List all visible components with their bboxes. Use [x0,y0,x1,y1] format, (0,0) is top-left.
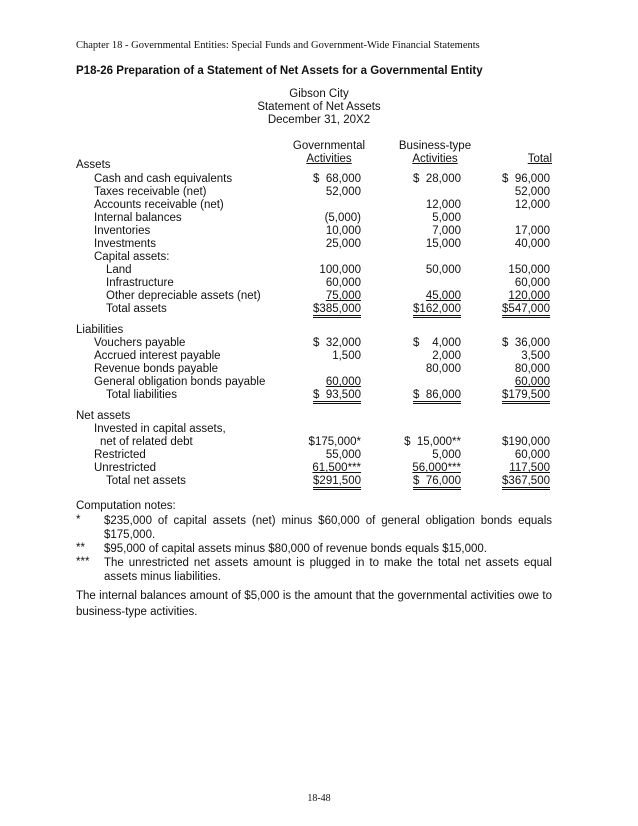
closing-paragraph: The internal balances amount of $5,000 is the amount that the governmental activities owe to business-type activities. [76,590,552,618]
row-total-value [460,475,550,488]
row-total-value [460,337,550,350]
row-total-value-text: 117,500 [509,462,550,474]
row-bus-value [371,212,461,225]
row-total-value-text: $190,000 [502,436,550,448]
row-label: Land [106,264,132,276]
note-mark-1: * [76,514,81,526]
row-label: Revenue bonds payable [94,363,219,375]
row-total-value [460,173,550,186]
row-gov-value-text: $291,500 [313,475,361,490]
row-label: Vouchers payable [94,337,186,349]
row-total-value [460,225,550,238]
row-total-value [460,264,550,277]
row-gov-value-text: 10,000 [325,225,361,237]
statement-date: December 31, 20X2 [267,114,371,126]
row-label: Cash and cash equivalents [94,173,233,185]
row-total-value-text: $179,500 [502,389,550,404]
row-total-value [460,277,550,290]
row-gov-value-text: 75,000 [325,290,361,302]
row-label: Accrued interest payable [94,350,221,362]
row-label: Internal balances [94,212,182,224]
row-bus-value-text: $162,000 [413,303,461,318]
row-gov-value [271,436,361,449]
row-bus-value [371,290,461,303]
row-total-value-text: $367,500 [502,475,550,490]
row-label: Infrastructure [106,277,174,289]
row-gov-value-text: 100,000 [319,264,361,276]
row-gov-value-text: $ 68,000 [313,173,361,185]
row-gov-value-text: 52,000 [325,186,361,198]
row-gov-value [271,212,361,225]
row-label: Assets [76,159,111,171]
row-bus-value-text: 45,000 [425,290,461,302]
row-gov-value [271,475,361,488]
row-label: Unrestricted [94,462,156,474]
row-label: Inventories [94,225,151,237]
row-total-value-text: 17,000 [514,225,550,237]
note-text-2: $95,000 of capital assets minus $80,000 of revenue bonds equals $15,000. [104,543,487,555]
row-gov-value [271,290,361,303]
problem-title: P18-26 Preparation of a Statement of Net Assets for a Governmental Entity [76,65,483,77]
page-number: 18-48 [307,793,331,804]
row-gov-value [271,376,361,389]
row-gov-value-text: 60,000 [325,277,361,289]
row-bus-value [371,225,461,238]
row-total-value-text: 60,000 [514,449,550,461]
note-text-3: The unrestricted net assets amount is plugged in to make the total net assets equal assets minus liabilities. [104,557,552,583]
page-header: Chapter 18 - Governmental Entities: Special Funds and Government-Wide Financial Statements [76,40,480,51]
row-label: Other depreciable assets (net) [106,290,261,302]
row-label: Total liabilities [106,389,177,401]
note-mark-2: ** [76,542,85,554]
row-bus-value [371,389,461,402]
row-bus-value-text: 80,000 [425,363,461,375]
row-bus-value [371,337,461,350]
row-bus-value [371,173,461,186]
row-gov-value-text: $ 93,500 [313,389,361,404]
row-label: Capital assets: [94,251,170,263]
row-total-value-text: 150,000 [508,264,550,276]
row-total-value [460,238,550,251]
row-bus-value [371,436,461,449]
row-gov-value [271,186,361,199]
row-bus-value-text: 15,000 [425,238,461,250]
row-bus-value-text: 2,000 [432,350,461,362]
row-total-value [460,376,550,389]
row-gov-value-text: 60,000 [325,376,361,388]
notes-heading: Computation notes: [76,500,176,512]
col-total-header-wrap [498,153,552,166]
row-gov-value [271,350,361,363]
row-total-value-text: 80,000 [514,363,550,375]
row-label: Liabilities [76,324,124,336]
row-total-value [460,436,550,449]
row-bus-value [371,264,461,277]
row-gov-value [271,389,361,402]
row-total-value [460,462,550,475]
row-label: General obligation bonds payable [94,376,266,388]
row-label: Taxes receivable (net) [94,186,207,198]
row-gov-value-text: 1,500 [332,350,361,362]
row-gov-value [271,264,361,277]
row-bus-value [371,462,461,475]
row-bus-value-text: 12,000 [425,199,461,211]
row-gov-value [271,238,361,251]
row-total-value-text: 120,000 [508,290,550,302]
row-bus-value [371,199,461,212]
row-total-value-text: $547,000 [502,303,550,318]
row-bus-value [371,475,461,488]
row-gov-value-text: $ 32,000 [313,337,361,349]
row-total-value-text: 3,500 [521,350,550,362]
row-label: Accounts receivable (net) [94,199,224,211]
row-label: Net assets [76,410,131,422]
row-total-value [460,186,550,199]
note-text-1: $235,000 of capital assets (net) minus $60,000 of general obligation bonds equals $175,000. [104,515,552,541]
row-label: Total assets [106,303,167,315]
row-gov-value [271,277,361,290]
row-total-value [460,389,550,402]
statement-title: Statement of Net Assets [257,101,381,113]
row-bus-value [371,238,461,251]
col-total-header: Total [527,153,552,165]
entity-name: Gibson City [289,88,349,100]
row-label: Investments [94,238,156,250]
row-label: net of related debt [100,436,193,448]
row-bus-value [371,363,461,376]
row-gov-value [271,225,361,238]
row-total-value-text: 12,000 [514,199,550,211]
row-bus-value [371,350,461,363]
row-gov-value [271,449,361,462]
row-bus-value-text: 50,000 [425,264,461,276]
row-total-value [460,350,550,363]
row-total-value-text: 60,000 [514,277,550,289]
row-bus-value-text: $ 86,000 [413,389,461,404]
row-bus-value-text: 5,000 [432,449,461,461]
row-gov-value-text: 61,500*** [312,462,361,474]
row-total-value-text: $ 36,000 [502,337,550,349]
row-bus-value-text: 56,000*** [412,462,461,474]
row-total-value [460,303,550,316]
row-label: Restricted [94,449,146,461]
row-gov-value [271,173,361,186]
col-gov-header-1: Governmental [292,140,366,152]
note-mark-3: *** [76,556,90,568]
row-gov-value [271,303,361,316]
col-gov-header-2: Activities [306,153,352,165]
col-bus-header-1: Business-type [398,140,472,152]
row-bus-value [371,449,461,462]
col-bus-header-2-wrap [393,153,477,166]
row-gov-value [271,337,361,350]
row-gov-value-text: $385,000 [313,303,361,318]
row-gov-value [271,462,361,475]
row-label: Invested in capital assets, [94,423,226,435]
row-bus-value-text: $ 76,000 [413,475,461,490]
row-total-value [460,199,550,212]
row-total-value-text: 40,000 [514,238,550,250]
col-gov-header-2-wrap [290,153,368,166]
row-total-value-text: 52,000 [514,186,550,198]
row-label: Total net assets [106,475,186,487]
row-total-value-text: 60,000 [514,376,550,388]
row-bus-value-text: 5,000 [432,212,461,224]
row-total-value-text: $ 96,000 [502,173,550,185]
col-bus-header-2: Activities [412,153,458,165]
row-bus-value-text: 7,000 [432,225,461,237]
row-bus-value-text: $ 28,000 [413,173,461,185]
row-gov-value-text: 55,000 [325,449,361,461]
row-total-value [460,290,550,303]
row-bus-value [371,303,461,316]
row-total-value [460,449,550,462]
row-gov-value-text: 25,000 [325,238,361,250]
row-bus-value-text: $ 4,000 [413,337,461,349]
row-total-value [460,363,550,376]
row-gov-value-text: $175,000* [308,436,361,448]
row-bus-value-text: $ 15,000** [404,436,461,448]
row-gov-value-text: (5,000) [324,212,361,224]
